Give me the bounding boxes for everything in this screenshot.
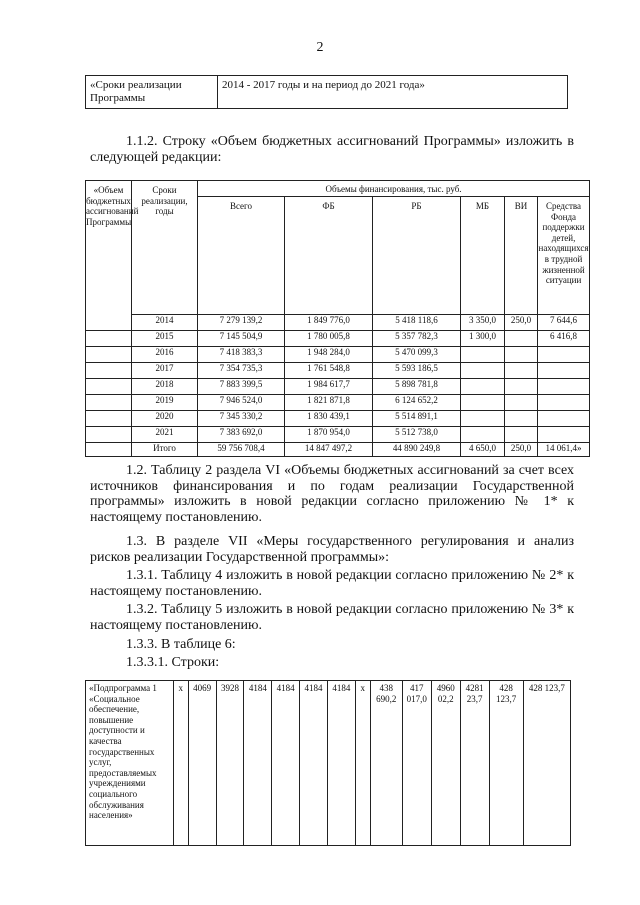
financing-header: Объемы финансирования, тыс. руб. xyxy=(198,181,590,197)
table-row xyxy=(86,395,590,411)
table-cell: 1 300,0 xyxy=(461,331,505,347)
table-cell: 6 124 652,2 xyxy=(373,395,461,411)
table-cell xyxy=(461,347,505,363)
table-cell: 7 418 383,3 xyxy=(198,347,285,363)
header-vi: ВИ xyxy=(505,197,538,315)
table-cell: 7 946 524,0 xyxy=(198,395,285,411)
table-cell: 7 644,6 xyxy=(538,315,590,331)
table-cell xyxy=(538,395,590,411)
table-cell: 1 830 439,1 xyxy=(285,411,373,427)
period-table xyxy=(85,75,568,109)
table-cell: 4184 xyxy=(300,681,328,846)
table-cell: 1 948 284,0 xyxy=(285,347,373,363)
table-cell: 1 870 954,0 xyxy=(285,427,373,443)
table-cell: 4 650,0 xyxy=(461,443,505,457)
table-row xyxy=(86,379,590,395)
table-cell xyxy=(505,379,538,395)
subprogram-table xyxy=(85,680,571,846)
table-cell: 1 780 005,8 xyxy=(285,331,373,347)
table-cell: х xyxy=(355,681,370,846)
years-header: Сроки реализации, годы xyxy=(132,181,198,315)
table-row xyxy=(86,331,590,347)
table-cell xyxy=(461,379,505,395)
table-cell: 4960 02,2 xyxy=(431,681,460,846)
header-rb: РБ xyxy=(373,197,461,315)
table-cell xyxy=(538,347,590,363)
table-cell: 5 357 782,3 xyxy=(373,331,461,347)
table-row xyxy=(86,411,590,427)
table-cell: 14 847 497,2 xyxy=(285,443,373,457)
table-cell: 7 345 330,2 xyxy=(198,411,285,427)
paragraph-1-2: 1.2. Таблицу 2 раздела VI «Объемы бюджетных ассигнований за счет всех источников финансирования и по годам реализации Государственной программы» изложить в новой редакции согласно приложению № 1* к настоящему постановлению. xyxy=(90,463,574,525)
table-cell xyxy=(461,363,505,379)
table-cell: 2020 xyxy=(132,411,198,427)
table-cell: 5 593 186,5 xyxy=(373,363,461,379)
page-number: 2 xyxy=(316,40,324,55)
table-cell: 3928 xyxy=(216,681,244,846)
table-row-total xyxy=(86,443,590,457)
table-cell: 7 383 692,0 xyxy=(198,427,285,443)
table-cell: 7 883 399,5 xyxy=(198,379,285,395)
table-cell: 250,0 xyxy=(505,443,538,457)
table-cell: 14 061,4» xyxy=(538,443,590,457)
table-cell: 4281 23,7 xyxy=(460,681,489,846)
table-cell: 4184 xyxy=(272,681,300,846)
table-cell: х xyxy=(173,681,188,846)
table-cell: 2021 xyxy=(132,427,198,443)
table-cell: 44 890 249,8 xyxy=(373,443,461,457)
table-cell: 59 756 708,4 xyxy=(198,443,285,457)
table-cell xyxy=(538,379,590,395)
subprogram-label: «Подпрограмма 1 «Социальное обеспечение, повышение доступности и качества государственных услуг, предоставляемых учреждениями социального обслуживания населения» xyxy=(86,681,174,846)
table-cell: 5 418 118,6 xyxy=(373,315,461,331)
table-cell: 250,0 xyxy=(505,315,538,331)
paragraph-1-3: 1.3. В разделе VII «Меры государственного регулирования и анализ рисков реализации Государственной программы»: xyxy=(90,534,574,565)
table-cell xyxy=(461,411,505,427)
paragraph-1-3-3: 1.3.3. В таблице 6: xyxy=(126,637,236,652)
table-cell: 4069 xyxy=(188,681,216,846)
table-cell: 1 849 776,0 xyxy=(285,315,373,331)
table-row xyxy=(86,347,590,363)
table-cell xyxy=(461,427,505,443)
table-cell: 2018 xyxy=(132,379,198,395)
period-label: «Сроки реализации Программы xyxy=(86,76,218,109)
table-cell: 6 416,8 xyxy=(538,331,590,347)
table-row xyxy=(86,681,571,846)
table-cell: 1 821 871,8 xyxy=(285,395,373,411)
table-cell: 2017 xyxy=(132,363,198,379)
table-cell xyxy=(538,411,590,427)
table-cell: 5 512 738,0 xyxy=(373,427,461,443)
header-mb: МБ xyxy=(461,197,505,315)
table-cell: 7 279 139,2 xyxy=(198,315,285,331)
table-cell: 5 514 891,1 xyxy=(373,411,461,427)
table-cell: 1 984 617,7 xyxy=(285,379,373,395)
table-cell: 4184 xyxy=(244,681,272,846)
budget-table xyxy=(85,180,590,457)
table-cell: 2019 xyxy=(132,395,198,411)
table-row xyxy=(86,363,590,379)
table-cell: Итого xyxy=(132,443,198,457)
table-cell: 2015 xyxy=(132,331,198,347)
table-cell: 5 898 781,8 xyxy=(373,379,461,395)
table-cell: 4184 xyxy=(327,681,355,846)
paragraph-1-3-1: 1.3.1. Таблицу 4 изложить в новой редакции согласно приложению № 2* к настоящему постановлению. xyxy=(90,568,574,599)
table-cell: 1 761 548,8 xyxy=(285,363,373,379)
paragraph-1-3-2: 1.3.2. Таблицу 5 изложить в новой редакции согласно приложению № 3* к настоящему постановлению. xyxy=(90,602,574,633)
table-cell xyxy=(505,427,538,443)
table-cell: 7 145 504,9 xyxy=(198,331,285,347)
table-cell xyxy=(505,395,538,411)
table-cell: 3 350,0 xyxy=(461,315,505,331)
table-cell: 428 123,7 xyxy=(523,681,570,846)
table-cell xyxy=(505,331,538,347)
table-cell: 428 123,7 xyxy=(489,681,523,846)
table-cell: 438 690,2 xyxy=(370,681,402,846)
table-cell xyxy=(461,395,505,411)
table-cell xyxy=(538,363,590,379)
budget-row-label: «Объем бюджетных ассигнований Программы xyxy=(86,181,132,331)
table-cell: 417 017,0 xyxy=(402,681,431,846)
paragraph-1-3-3-1: 1.3.3.1. Строки: xyxy=(126,655,220,670)
table-row xyxy=(86,427,590,443)
period-row xyxy=(86,76,568,109)
period-value: 2014 - 2017 годы и на период до 2021 года» xyxy=(218,76,568,109)
table-cell xyxy=(505,411,538,427)
table-cell: 2016 xyxy=(132,347,198,363)
paragraph-1-1-2: 1.1.2. Строку «Объем бюджетных ассигнований Программы» изложить в следующей редакции: xyxy=(90,134,574,165)
header-total: Всего xyxy=(198,197,285,315)
table-cell xyxy=(505,347,538,363)
table-cell: 2014 xyxy=(132,315,198,331)
header-fb: ФБ xyxy=(285,197,373,315)
header-fund: Средства Фонда поддержки детей, находящихся в трудной жизненной ситуации xyxy=(538,197,590,315)
table-cell: 7 354 735,3 xyxy=(198,363,285,379)
table-cell xyxy=(538,427,590,443)
table-cell xyxy=(505,363,538,379)
table-cell: 5 470 099,3 xyxy=(373,347,461,363)
